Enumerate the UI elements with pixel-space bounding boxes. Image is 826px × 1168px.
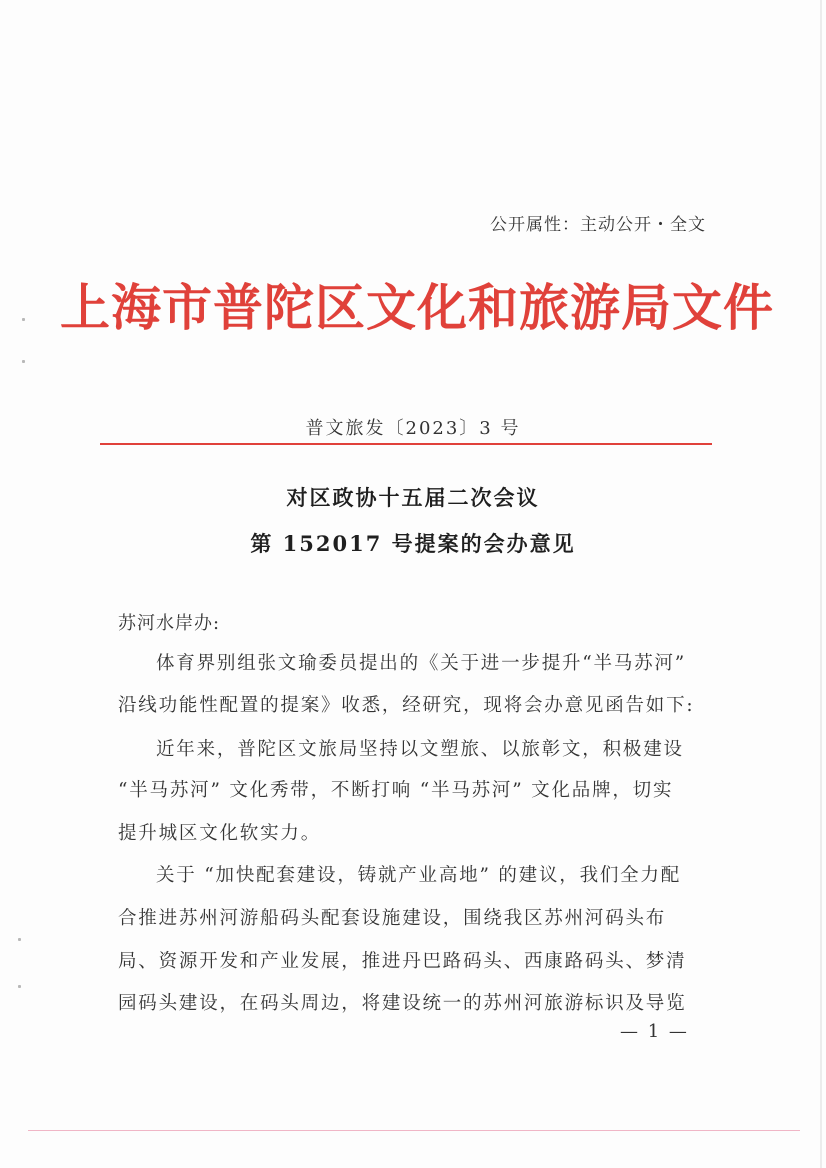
scan-mark [22, 360, 25, 363]
scan-mark [18, 938, 21, 941]
body-line: 合推进苏州河游船码头配套设施建设，围绕我区苏州河码头布 [118, 908, 667, 929]
document-title-line-2: 第 152017 号提案的会办意见 [250, 531, 576, 556]
body-line: 沿线功能性配置的提案》收悉，经研究，现将会办意见函告如下: [118, 695, 695, 716]
document-number: 普文旅发〔2023〕3 号 [305, 418, 521, 439]
scan-edge [820, 0, 822, 1168]
body-line: 近年来，普陀区文旅局坚持以文塑旅、以旅彰文，积极建设 [156, 739, 684, 760]
body-line: 局、资源开发和产业发展，推进丹巴路码头、西康路码头、梦清 [118, 951, 687, 972]
body-line: “半马苏河” 文化秀带，不断打响 “半马苏河” 文化品牌，切实 [118, 780, 674, 801]
body-line: 提升城区文化软实力。 [118, 823, 322, 844]
document-title-line-1: 对区政协十五届二次会议 [286, 485, 540, 510]
addressee: 苏河水岸办: [118, 613, 221, 634]
body-line: 园码头建设，在码头周边，将建设统一的苏州河旅游标识及导览 [118, 993, 687, 1014]
bottom-page-edge [28, 1130, 800, 1131]
scan-mark [18, 985, 21, 988]
scan-mark [22, 318, 25, 321]
page-number: — 1 — [620, 1021, 689, 1042]
body-line: 体育界别组张文瑜委员提出的《关于进一步提升“半马苏河” [156, 653, 687, 674]
red-separator-line [100, 443, 712, 445]
issuing-authority-heading: 上海市普陀区文化和旅游局文件 [60, 278, 774, 337]
disclosure-attribute: 公开属性：主动公开・全文 [490, 215, 706, 235]
body-line: 关于 “加快配套建设，铸就产业高地” 的建议，我们全力配 [156, 865, 682, 886]
